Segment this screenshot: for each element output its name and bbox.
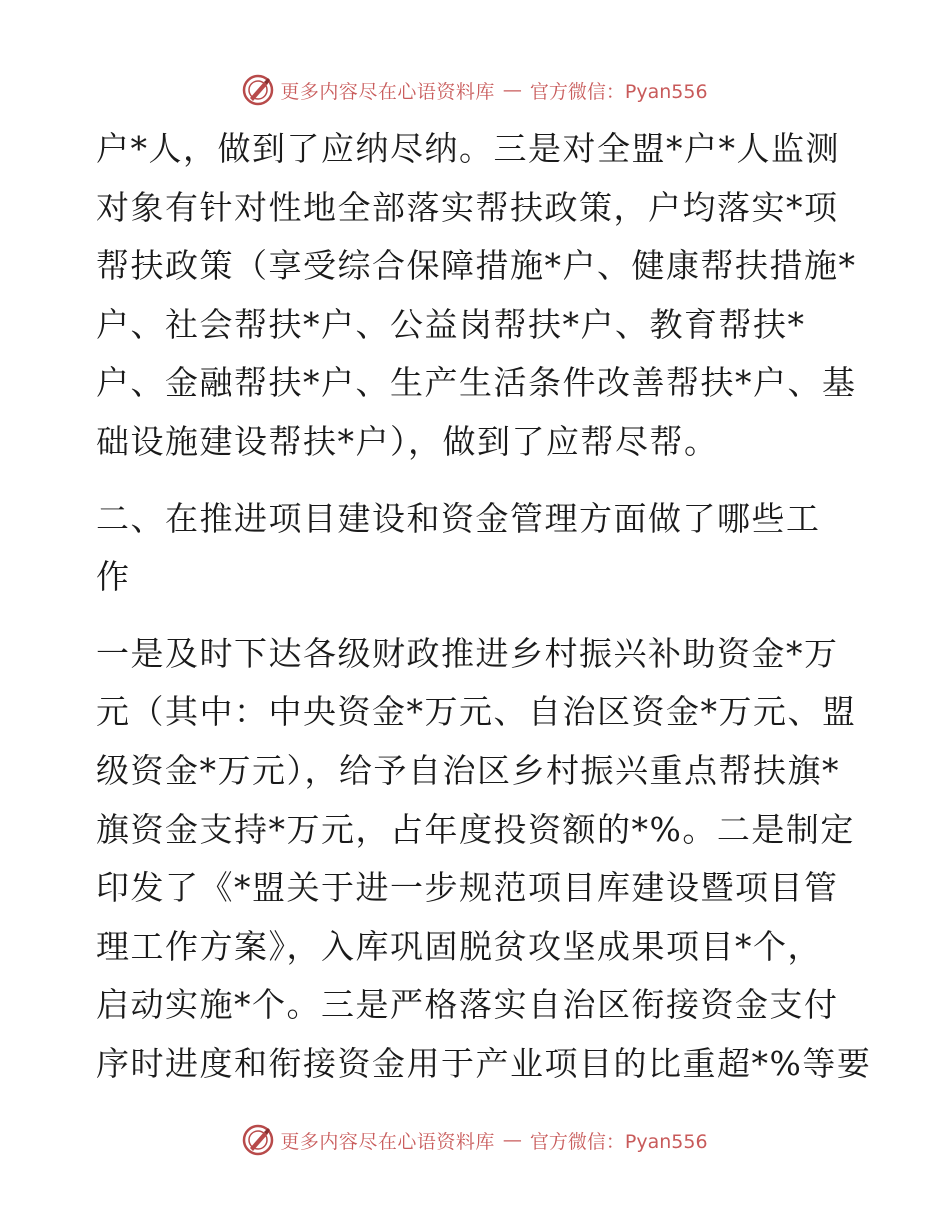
text-line: 对象有针对性地全部落实帮扶政策，户均落实*项	[96, 187, 839, 227]
heading-line: 二、在推进项目建设和资金管理方面做了哪些工	[96, 498, 821, 538]
watermark-text: 更多内容尽在心语资料库	[280, 80, 495, 103]
text-line: 户、社会帮扶*户、公益岗帮扶*户、教育帮扶*	[96, 304, 806, 344]
paragraph-1	[96, 120, 856, 472]
text-line: 启动实施*个。三是严格落实自治区衔接资金支付	[96, 985, 839, 1025]
text-line: 级资金*万元），给予自治区乡村振兴重点帮扶旗*	[96, 750, 840, 790]
document-body	[96, 120, 872, 1094]
watermark-contact: 官方微信：Pyan556	[529, 80, 708, 103]
text-line: 理工作方案》，入库巩固脱贫攻坚成果项目*个，	[96, 926, 822, 966]
text-line: 元（其中：中央资金*万元、自治区资金*万元、盟	[96, 692, 857, 732]
section-heading	[96, 490, 856, 607]
brush-logo-icon	[242, 74, 274, 106]
text-line: 印发了《*盟关于进一步规范项目库建设暨项目管	[96, 868, 839, 908]
text-line: 序时进度和衔接资金用于产业项目的比重超*%等要	[96, 1043, 872, 1083]
text-line: 础设施建设帮扶*户），做到了应帮尽帮。	[96, 421, 719, 461]
watermark-dash: —	[502, 1129, 522, 1151]
text-line: 户*人，做到了应纳尽纳。三是对全盟*户*人监测	[96, 129, 840, 168]
text-line: 旗资金支持*万元，占年度投资额的*%。二是制定	[96, 809, 855, 849]
brush-logo-icon	[242, 1124, 274, 1156]
text-line: 一是及时下达各级财政推进乡村振兴补助资金*万	[96, 633, 839, 673]
watermark-dash: —	[502, 79, 522, 101]
watermark-contact: 官方微信：Pyan556	[529, 1130, 708, 1153]
watermark-footer	[0, 1120, 950, 1160]
paragraph-2	[96, 625, 872, 1094]
heading-line: 作	[96, 557, 131, 597]
watermark-text: 更多内容尽在心语资料库	[280, 1130, 495, 1153]
watermark-header	[0, 70, 950, 110]
text-line: 帮扶政策（享受综合保障措施*户、健康帮扶措施*	[96, 246, 857, 286]
text-line: 户、金融帮扶*户、生产生活条件改善帮扶*户、基	[96, 363, 857, 403]
